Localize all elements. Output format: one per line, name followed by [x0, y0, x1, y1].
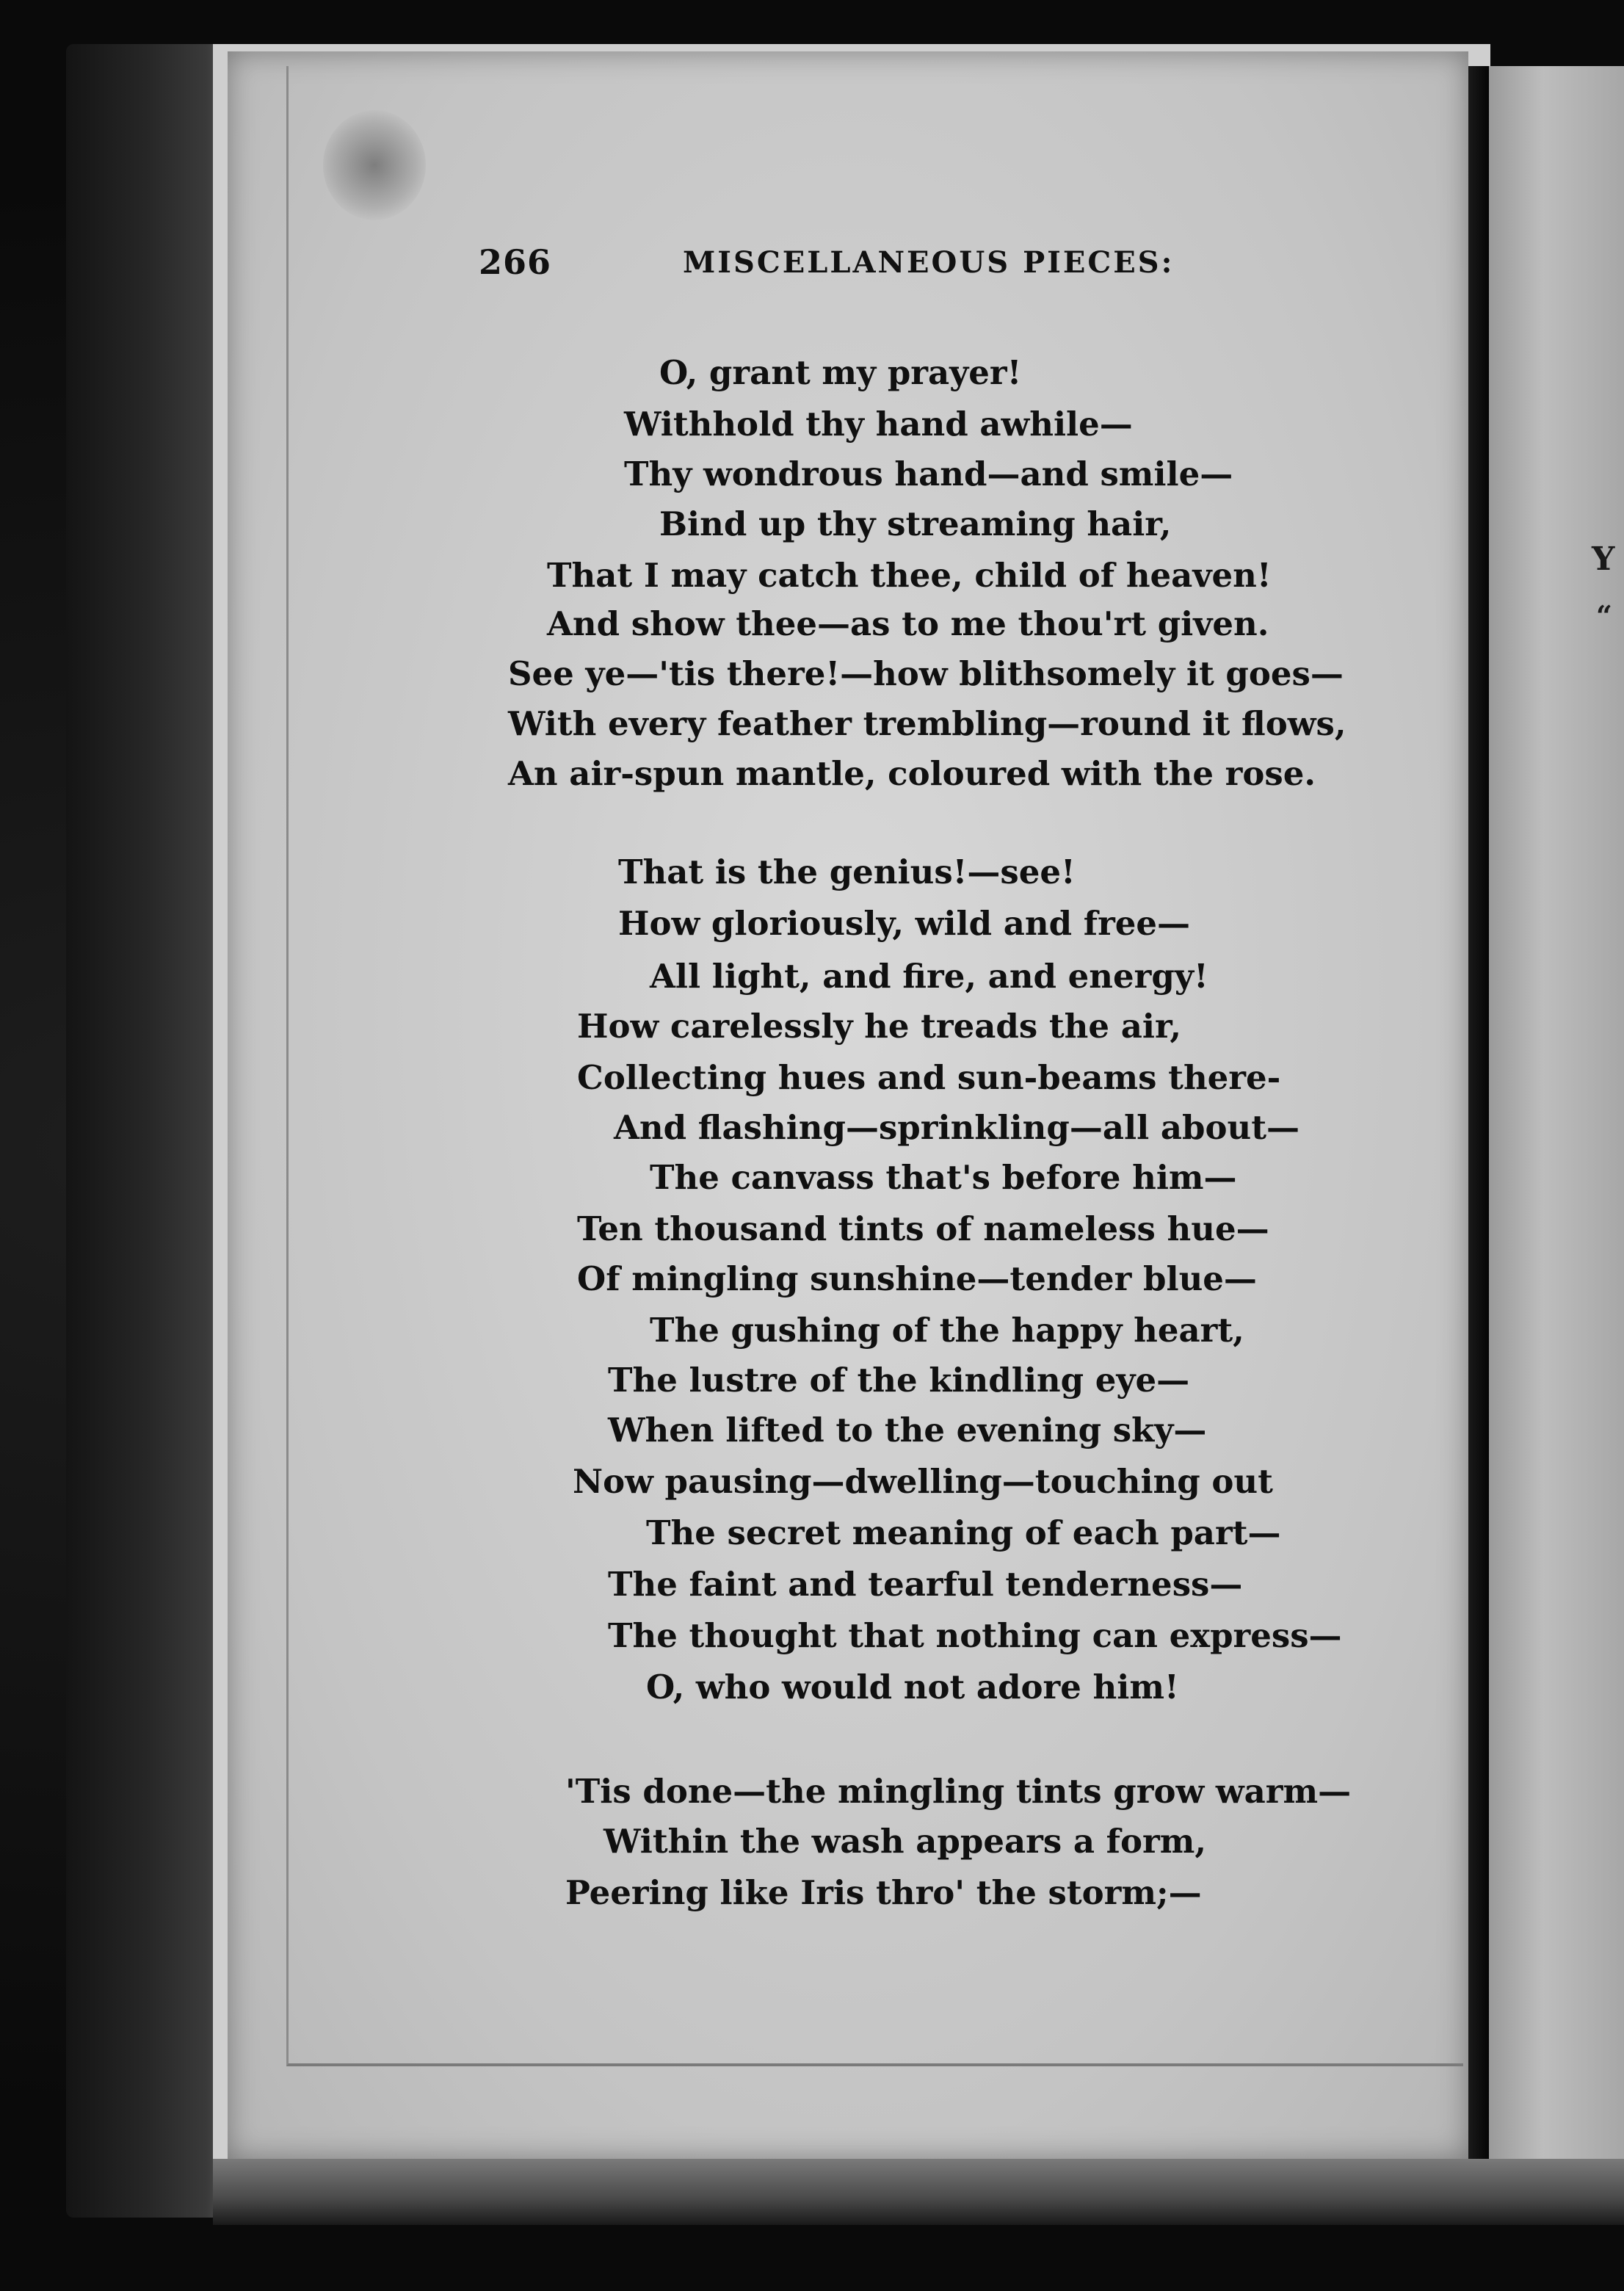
running-head-title: MISCELLANEOUS PIECES:	[683, 245, 1175, 280]
page-bottom-edge	[213, 2159, 1624, 2225]
poem-line: How gloriously, wild and free—	[618, 904, 1191, 943]
poem-line: That is the genius!—see!	[618, 853, 1076, 891]
poem-line: When lifted to the evening sky—	[608, 1411, 1207, 1449]
poem-line: How carelessly he treads the air,	[577, 1007, 1182, 1046]
poem-line: Bind up thy streaming hair,	[659, 504, 1172, 543]
book-gutter	[1468, 66, 1489, 2159]
poem-line: Thy wondrous hand—and smile—	[624, 455, 1233, 493]
poem-line: And flashing—sprinkling—all about—	[614, 1108, 1299, 1147]
poem-line: All light, and fire, and energy!	[650, 957, 1208, 996]
poem-line: O, grant my prayer!	[659, 353, 1022, 392]
poem-line: The thought that nothing can express—	[608, 1616, 1342, 1655]
poem-line: O, who would not adore him!	[646, 1668, 1179, 1707]
poem-line: The lustre of the kindling eye—	[608, 1361, 1190, 1400]
poem-line: 'Tis done—the mingling tints grow warm—	[565, 1772, 1352, 1811]
poem-line: The faint and tearful tenderness—	[608, 1565, 1243, 1604]
poem-line: See ye—'tis there!—how blithsomely it goes—	[508, 654, 1344, 693]
page-stain	[323, 110, 426, 220]
facing-page-edge	[1489, 66, 1624, 2159]
facing-page-text-fragment: “	[1596, 599, 1612, 632]
poem-line: Peering like Iris thro' the storm;—	[565, 1873, 1202, 1912]
running-head	[0, 242, 1624, 286]
poem-line: Collecting hues and sun-beams there-	[577, 1058, 1281, 1097]
poem-line: An air-spun mantle, coloured with the rose.	[508, 754, 1316, 793]
poem-line: The gushing of the happy heart,	[650, 1311, 1244, 1350]
poem-line: Ten thousand tints of nameless hue—	[577, 1209, 1269, 1248]
poem-line: With every feather trembling—round it flows,	[508, 704, 1346, 743]
poem-line: That I may catch thee, child of heaven!	[547, 556, 1272, 595]
poem-line: The canvass that's before him—	[650, 1158, 1237, 1197]
poem-line: Within the wash appears a form,	[603, 1822, 1207, 1861]
poem-line: And show thee—as to me thou'rt given.	[547, 604, 1269, 643]
poem-line: Of mingling sunshine—tender blue—	[577, 1259, 1257, 1298]
poem-line: Now pausing—dwelling—touching out	[573, 1462, 1273, 1501]
poem-line: Withhold thy hand awhile—	[624, 405, 1133, 444]
page-number: 266	[479, 242, 552, 282]
facing-page-text-fragment: Y	[1592, 540, 1615, 578]
poem-line: The secret meaning of each part—	[646, 1513, 1281, 1552]
